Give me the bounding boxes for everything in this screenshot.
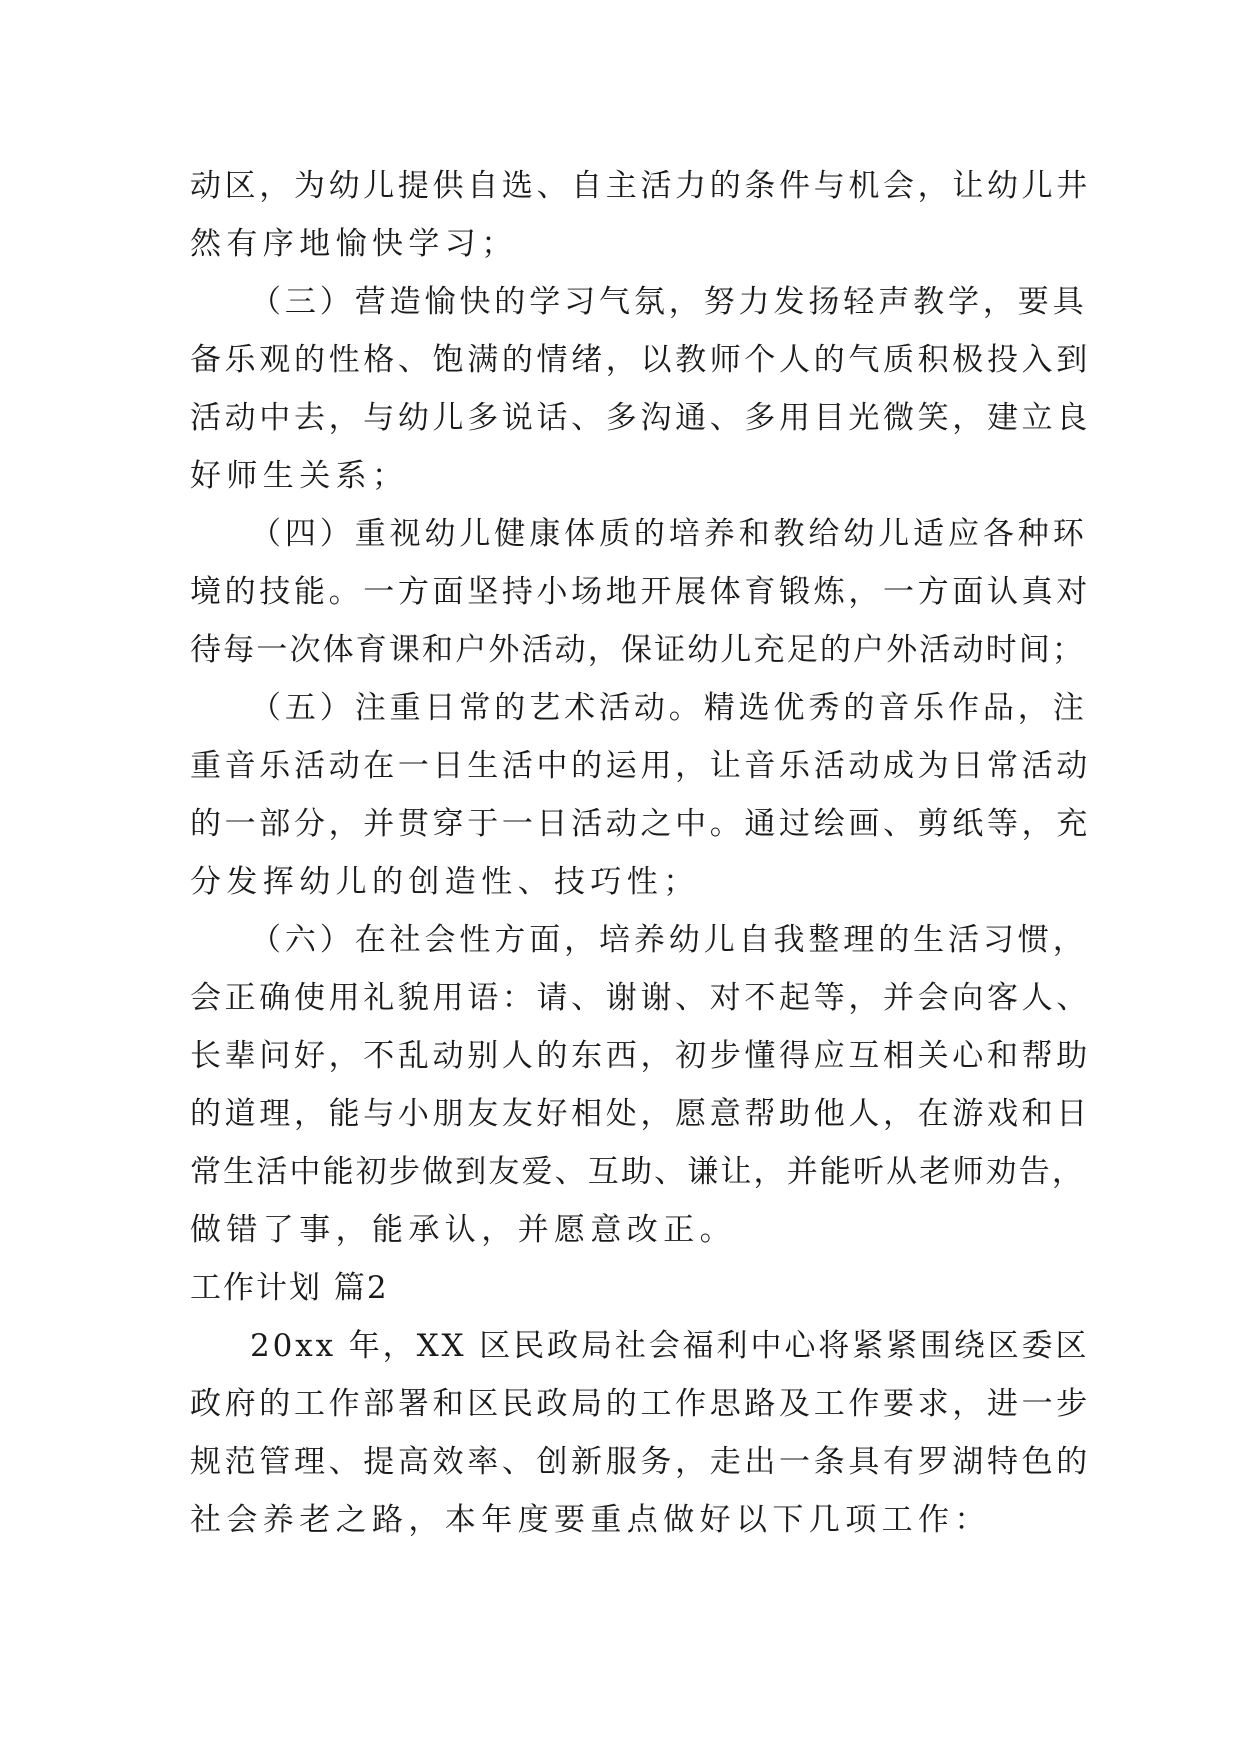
text-line: 会正确使用礼貌用语：请、谢谢、对不起等，并会向客人、	[190, 980, 1091, 1016]
text-line: 然有序地愉快学习；	[190, 226, 518, 262]
text-line: 的道理，能与小朋友友好相处，愿意帮助他人，在游戏和日	[190, 1096, 1091, 1132]
paragraph-3-start: （三）营造愉快的学习气氛，努力发扬轻声教学，要具	[250, 284, 1088, 320]
paragraph-6-start: （六）在社会性方面，培养幼儿自我整理的生活习惯，	[250, 922, 1088, 958]
text-line: 分发挥幼儿的创造性、技巧性；	[190, 864, 700, 900]
paragraph-start: 20xx 年，XX 区民政局社会福利中心将紧紧围绕区委区	[250, 1328, 1090, 1364]
text-line: 常生活中能初步做到友爱、互助、谦让，并能听从老师劝告，	[190, 1154, 1086, 1190]
text-line: 的一部分，并贯穿于一日活动之中。通过绘画、剪纸等，充	[190, 806, 1091, 842]
text-line: 做错了事，能承认，并愿意改正。	[190, 1212, 736, 1248]
text-line: 长辈问好，不乱动别人的东西，初步懂得应互相关心和帮助	[190, 1038, 1091, 1074]
text-line: 动区，为幼儿提供自选、自主活力的条件与机会，让幼儿井	[190, 168, 1091, 204]
text-line: 备乐观的性格、饱满的情绪，以教师个人的气质积极投入到	[190, 342, 1091, 378]
section-heading: 工作计划 篇2	[190, 1270, 389, 1306]
text-line: 活动中去，与幼儿多说话、多沟通、多用目光微笑，建立良	[190, 400, 1091, 436]
text-line: 重音乐活动在一日生活中的运用，让音乐活动成为日常活动	[190, 748, 1091, 784]
text-line: 规范管理、提高效率、创新服务，走出一条具有罗湖特色的	[190, 1444, 1091, 1480]
paragraph-5-start: （五）注重日常的艺术活动。精选优秀的音乐作品，注	[250, 690, 1088, 726]
text-line: 社会养老之路，本年度要重点做好以下几项工作：	[190, 1502, 991, 1538]
text-line: 待每一次体育课和户外活动，保证幼儿充足的户外活动时间；	[190, 632, 1086, 668]
text-line: 政府的工作部署和区民政局的工作思路及工作要求，进一步	[190, 1386, 1091, 1422]
text-line: 好师生关系；	[190, 458, 409, 494]
paragraph-4-start: （四）重视幼儿健康体质的培养和教给幼儿适应各种环	[250, 516, 1088, 552]
text-line: 境的技能。一方面坚持小场地开展体育锻炼，一方面认真对	[190, 574, 1091, 610]
